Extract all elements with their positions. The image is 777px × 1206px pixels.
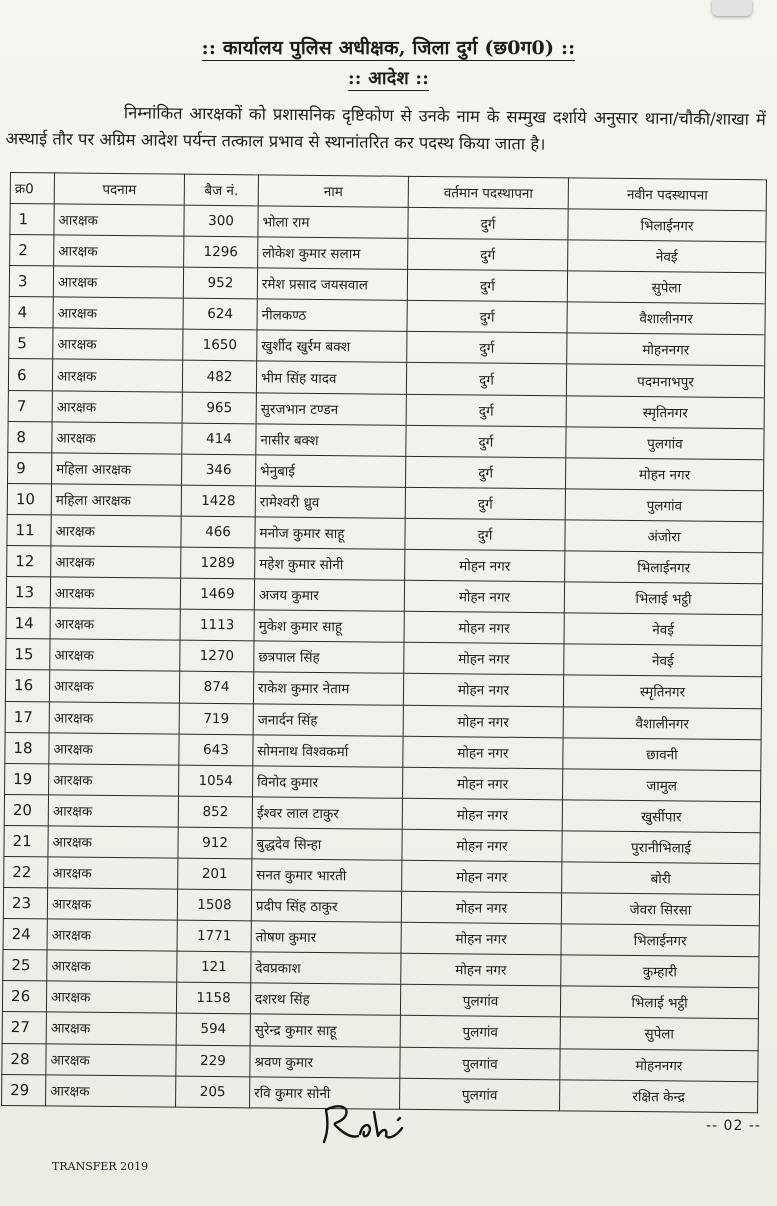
name-cell: सोमनाथ विश्वकर्मा — [253, 734, 403, 767]
name-cell: छत्रपाल सिंह — [254, 641, 404, 674]
badge-cell: 912 — [178, 827, 252, 859]
badge-cell: 965 — [182, 392, 256, 424]
serial-cell: 13 — [6, 577, 50, 609]
current-posting-cell: मोहन नगर — [404, 612, 564, 645]
designation-cell: आरक्षक — [51, 515, 181, 547]
designation-cell: आरक्षक — [48, 826, 178, 858]
badge-cell: 121 — [177, 951, 251, 983]
new-posting-cell: भिलाई भट्ठी — [564, 582, 762, 615]
transfer-table — [1, 172, 767, 1113]
badge-cell: 1650 — [183, 330, 257, 362]
badge-cell: 594 — [176, 1014, 250, 1046]
new-posting-cell: जामुल — [563, 769, 761, 802]
designation-cell: आरक्षक — [47, 919, 177, 951]
designation-cell: आरक्षक — [49, 764, 179, 796]
name-cell: नासीर बक्श — [256, 424, 406, 457]
new-posting-cell: पुलगांव — [566, 427, 764, 460]
serial-cell: 5 — [9, 328, 53, 360]
designation-cell: आरक्षक — [51, 546, 181, 578]
name-cell: जनार्दन सिंह — [253, 703, 403, 736]
badge-cell: 624 — [183, 298, 257, 330]
name-cell: सुरेन्द्र कुमार साहू — [250, 1014, 400, 1047]
col-header-current-posting: वर्तमान पदस्थापना — [408, 176, 568, 209]
col-header-designation: पदनाम — [54, 173, 184, 205]
new-posting-cell: नेवई — [568, 240, 766, 273]
current-posting-cell: पुलगांव — [400, 1078, 560, 1111]
name-cell: भीम सिंह यादव — [256, 361, 406, 394]
badge-cell: 852 — [178, 796, 252, 828]
current-posting-cell: मोहन नगर — [403, 705, 563, 738]
designation-cell: आरक्षक — [52, 359, 182, 391]
table-body — [2, 204, 767, 1113]
serial-cell: 29 — [2, 1074, 46, 1106]
designation-cell: महिला आरक्षक — [51, 484, 181, 516]
order-heading-text: :: आदेश :: — [347, 68, 430, 89]
current-posting-cell: दुर्ग — [407, 332, 567, 365]
current-posting-cell: मोहन नगर — [402, 829, 562, 862]
badge-cell: 414 — [182, 423, 256, 455]
name-cell: ईश्वर लाल टाकुर — [252, 797, 402, 830]
serial-cell: 18 — [5, 732, 49, 764]
current-posting-cell: मोहन नगर — [401, 891, 561, 924]
signature — [318, 1098, 428, 1148]
name-cell: सनत कुमार भारती — [252, 859, 402, 892]
new-posting-cell: भिलाईनगर — [561, 924, 759, 957]
current-posting-cell: पुलगांव — [400, 985, 560, 1018]
designation-cell: आरक्षक — [49, 670, 179, 702]
designation-cell: आरक्षक — [46, 981, 176, 1013]
badge-cell: 201 — [178, 858, 252, 890]
badge-cell: 205 — [176, 1076, 250, 1108]
current-posting-cell: मोहन नगर — [402, 798, 562, 831]
designation-cell: आरक्षक — [47, 888, 177, 920]
designation-cell: आरक्षक — [54, 204, 184, 236]
badge-cell: 1428 — [181, 485, 255, 517]
designation-cell: आरक्षक — [46, 1043, 176, 1075]
order-heading — [0, 66, 777, 90]
badge-cell: 1771 — [177, 920, 251, 952]
serial-cell: 11 — [7, 514, 51, 546]
current-posting-cell: मोहन नगर — [402, 860, 562, 893]
designation-cell: आरक्षक — [47, 950, 177, 982]
footer-label: TRANSFER 2019 — [52, 1160, 149, 1173]
designation-cell: आरक्षक — [50, 608, 180, 640]
serial-cell: 28 — [2, 1043, 46, 1075]
badge-cell: 1296 — [184, 236, 258, 268]
name-cell: मनोज कुमार साहू — [255, 517, 405, 550]
designation-cell: आरक्षक — [53, 266, 183, 298]
designation-cell: आरक्षक — [48, 857, 178, 889]
serial-cell: 6 — [8, 359, 52, 391]
serial-cell: 20 — [4, 794, 48, 826]
badge-cell: 1270 — [180, 640, 254, 672]
name-cell: श्रवण कुमार — [250, 1045, 400, 1078]
name-cell: विनोद कुमार — [253, 766, 403, 799]
new-posting-cell: भिलाई भट्ठी — [560, 986, 758, 1019]
name-cell: मुकेश कुमार साहू — [254, 610, 404, 643]
name-cell: महेश कुमार सोनी — [255, 548, 405, 581]
page-number: -- 02 -- — [706, 1118, 761, 1134]
new-posting-cell: भिलाईनगर — [565, 551, 763, 584]
col-header-name: नाम — [258, 175, 408, 207]
badge-cell: 300 — [184, 205, 258, 237]
new-posting-cell: कुम्हारी — [561, 955, 759, 988]
serial-cell: 14 — [6, 608, 50, 640]
current-posting-cell: दुर्ग — [405, 456, 565, 489]
current-posting-cell: दुर्ग — [408, 207, 568, 240]
serial-cell: 10 — [7, 483, 51, 515]
serial-cell: 21 — [4, 825, 48, 857]
name-cell: राकेश कुमार नेताम — [253, 672, 403, 705]
serial-cell: 3 — [9, 266, 53, 298]
serial-cell: 27 — [2, 1012, 46, 1044]
name-cell: तोषण कुमार — [251, 921, 401, 954]
badge-cell: 952 — [183, 267, 257, 299]
designation-cell: महिला आरक्षक — [52, 453, 182, 485]
designation-cell: आरक्षक — [49, 701, 179, 733]
new-posting-cell: अंजोरा — [565, 520, 763, 553]
current-posting-cell: मोहन नगर — [403, 674, 563, 707]
col-header-serial: क्र0 — [10, 173, 54, 204]
serial-cell: 4 — [9, 297, 53, 329]
designation-cell: आरक्षक — [53, 328, 183, 360]
new-posting-cell: जेवरा सिरसा — [561, 893, 759, 926]
current-posting-cell: मोहन नगर — [405, 549, 565, 582]
current-posting-cell: मोहन नगर — [403, 767, 563, 800]
serial-cell: 1 — [10, 204, 54, 236]
col-header-new-posting: नवीन पदस्थापना — [568, 178, 766, 211]
new-posting-cell: छावनी — [563, 737, 761, 770]
designation-cell: आरक्षक — [50, 577, 180, 609]
name-cell: बुद्धदेव सिन्हा — [252, 828, 402, 861]
new-posting-cell: स्मृतिनगर — [566, 395, 764, 428]
serial-cell: 12 — [7, 546, 51, 578]
current-posting-cell: दुर्ग — [407, 270, 567, 303]
intro-paragraph: निम्नांकित आरक्षकों को प्रशासनिक दृष्टिकोण से उनके नाम के सम्मुख दर्शाये अनुसार थाना/चौकी/शाखा में अस्थाई तौर पर अग्रिम आदेश पर्यन्त तत्काल प्रभाव से स्थानांतरित कर पदस्थ किया जाता है। — [5, 103, 766, 154]
badge-cell: 1289 — [181, 547, 255, 579]
new-posting-cell: मोहननगर — [560, 1048, 758, 1081]
name-cell: सुरजभान टण्डन — [256, 392, 406, 425]
serial-cell: 8 — [8, 421, 52, 453]
badge-cell: 1508 — [177, 889, 251, 921]
new-posting-cell: भिलाईनगर — [568, 209, 766, 242]
badge-cell: 482 — [182, 361, 256, 393]
current-posting-cell: पुलगांव — [400, 1047, 560, 1080]
new-posting-cell: सुपेला — [567, 271, 765, 304]
badge-cell: 466 — [181, 516, 255, 548]
designation-cell: आरक्षक — [53, 297, 183, 329]
designation-cell: आरक्षक — [54, 235, 184, 267]
new-posting-cell: मोहन नगर — [565, 458, 763, 491]
name-cell: नीलकण्ठ — [257, 299, 407, 332]
current-posting-cell: दुर्ग — [405, 518, 565, 551]
designation-cell: आरक्षक — [48, 795, 178, 827]
current-posting-cell: दुर्ग — [405, 487, 565, 520]
badge-cell: 1054 — [179, 765, 253, 797]
name-cell: भेनुबाई — [255, 455, 405, 488]
name-cell: भोला राम — [258, 206, 408, 239]
new-posting-cell: नेवई — [564, 613, 762, 646]
serial-cell: 7 — [8, 390, 52, 422]
badge-cell: 719 — [179, 703, 253, 735]
badge-cell: 874 — [179, 672, 253, 704]
designation-cell: आरक्षक — [52, 422, 182, 454]
serial-cell: 25 — [3, 950, 47, 982]
serial-cell: 2 — [10, 235, 54, 267]
new-posting-cell: पदमनाभपुर — [566, 364, 764, 397]
new-posting-cell: वैशालीनगर — [563, 706, 761, 739]
col-header-badge: बैज नं. — [184, 174, 258, 206]
new-posting-cell: बोरी — [562, 862, 760, 895]
office-title-text: :: कार्यालय पुलिस अधीक्षक, जिला दुर्ग (छ0ग0) :: — [201, 37, 576, 59]
new-posting-cell: पुरानीभिलाई — [562, 831, 760, 864]
badge-cell: 229 — [176, 1045, 250, 1077]
current-posting-cell: दुर्ग — [406, 425, 566, 458]
name-cell: प्रदीप सिंह ठाकुर — [251, 890, 401, 923]
current-posting-cell: दुर्ग — [406, 394, 566, 427]
current-posting-cell: मोहन नगर — [403, 736, 563, 769]
current-posting-cell: दुर्ग — [407, 301, 567, 334]
new-posting-cell: नेवई — [564, 644, 762, 677]
new-posting-cell: सुपेला — [560, 1017, 758, 1050]
new-posting-cell: मोहननगर — [567, 333, 765, 366]
new-posting-cell: खुर्सीपार — [562, 800, 760, 833]
serial-cell: 19 — [5, 763, 49, 795]
name-cell: रवि कुमार सोनी — [250, 1076, 400, 1109]
serial-cell: 24 — [3, 919, 47, 951]
serial-cell: 9 — [8, 452, 52, 484]
current-posting-cell: पुलगांव — [400, 1016, 560, 1049]
current-posting-cell: मोहन नगर — [401, 954, 561, 987]
name-cell: अजय कुमार — [254, 579, 404, 612]
new-posting-cell: वैशालीनगर — [567, 302, 765, 335]
current-posting-cell: मोहन नगर — [401, 922, 561, 955]
serial-cell: 22 — [4, 856, 48, 888]
name-cell: देवप्रकाश — [251, 952, 401, 985]
designation-cell: आरक्षक — [46, 1012, 176, 1044]
name-cell: रामेश्वरी ध्रुव — [255, 486, 405, 519]
badge-cell: 346 — [182, 454, 256, 486]
current-posting-cell: मोहन नगर — [404, 643, 564, 676]
name-cell: दशरथ सिंह — [250, 983, 400, 1016]
name-cell: लोकेश कुमार सलाम — [258, 237, 408, 270]
serial-cell: 16 — [5, 670, 49, 702]
current-posting-cell: दुर्ग — [406, 363, 566, 396]
name-cell: खुर्शीद खुर्रम बक्श — [257, 330, 407, 363]
badge-cell: 1158 — [176, 982, 250, 1014]
badge-cell: 643 — [179, 734, 253, 766]
new-posting-cell: पुलगांव — [565, 489, 763, 522]
serial-cell: 26 — [2, 981, 46, 1013]
name-cell: रमेश प्रसाद जयसवाल — [257, 268, 407, 301]
badge-cell: 1113 — [180, 609, 254, 641]
serial-cell: 23 — [3, 888, 47, 920]
new-posting-cell: स्मृतिनगर — [563, 675, 761, 708]
designation-cell: आरक्षक — [52, 390, 182, 422]
current-posting-cell: दुर्ग — [408, 238, 568, 271]
office-title — [0, 34, 777, 60]
current-posting-cell: मोहन नगर — [404, 580, 564, 613]
designation-cell: आरक्षक — [46, 1075, 176, 1107]
serial-cell: 15 — [6, 639, 50, 671]
designation-cell: आरक्षक — [49, 732, 179, 764]
paper-clip-tab — [712, 0, 752, 16]
new-posting-cell: रक्षित केन्द्र — [560, 1079, 758, 1112]
serial-cell: 17 — [5, 701, 49, 733]
designation-cell: आरक्षक — [50, 639, 180, 671]
badge-cell: 1469 — [180, 578, 254, 610]
